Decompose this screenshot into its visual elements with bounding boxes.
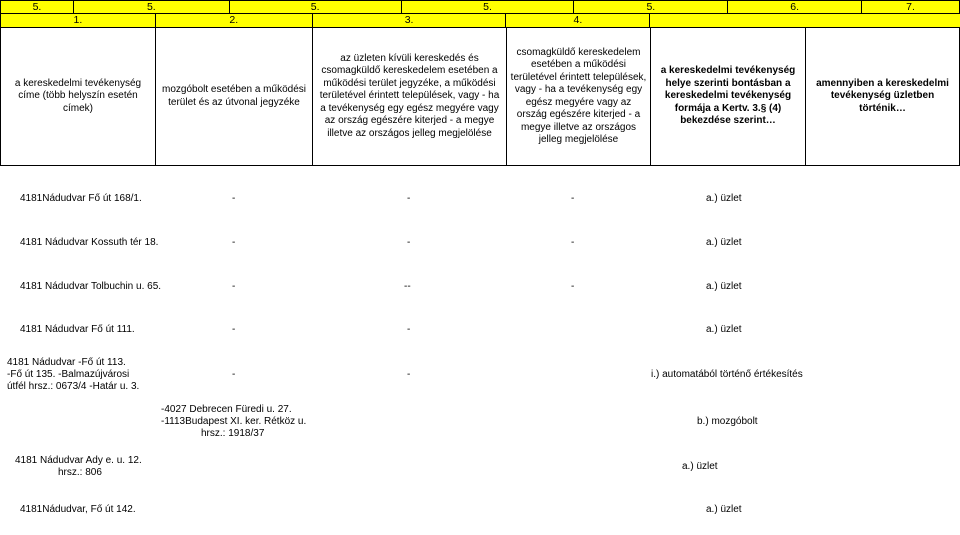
mobile-route-cell: - <box>232 237 236 248</box>
number-cell: 2. <box>156 14 313 28</box>
address-cell: 4181Nádudvar, Fő út 142. <box>20 504 136 515</box>
header-outside-shop-trade-area: az üzleten kívüli kereskedés és csomagküldő kereskedelem esetében a működési terület jegyzéke, a működési területével érintett települések, vagy - ha a tevékenység egy egész megyére vagy az ország egészére kiterjed - a megye illetve az országos jelleg megjelölése <box>313 28 507 166</box>
mobile-route-cell: - <box>232 324 236 335</box>
activity-form-cell: a.) üzlet <box>682 461 718 472</box>
header-mail-order-area: csomagküldő kereskedelem esetében a működési területével érintett települések, vagy - ha a tevékenység egy egész megyére vagy az ország egészére kiterjed - a megye illetve az országos jelleg megjelölése <box>507 28 651 166</box>
activity-form-cell: i.) automatából történő értékesítés <box>651 369 803 380</box>
mobile-route-cell: - <box>232 193 236 204</box>
activity-form-cell: b.) mozgóbolt <box>697 416 758 427</box>
number-cell-empty <box>650 14 960 28</box>
mail-order-cell: - <box>571 237 575 248</box>
address-line: -Fő út 135. -Balmazújvárosi <box>7 369 130 380</box>
outside-trade-cell: - <box>407 193 411 204</box>
activity-form-cell: a.) üzlet <box>706 193 742 204</box>
header-mobile-shop-route: mozgóbolt esetében a működési terület és az útvonal jegyzéke <box>156 28 313 166</box>
address-cell: 4181 Nádudvar Tolbuchin u. 65. <box>20 281 162 292</box>
number-row-2 <box>0 14 960 28</box>
outside-trade-cell: -- <box>404 281 411 292</box>
number-cell: 7. <box>862 1 960 14</box>
activity-form-cell: a.) üzlet <box>706 237 742 248</box>
activity-form-cell: a.) üzlet <box>706 504 742 515</box>
header-if-in-shop: amennyiben a kereskedelmi tevékenység üzletben történik… <box>806 28 960 166</box>
route-line: hrsz.: 1918/37 <box>201 428 265 439</box>
number-cell: 3. <box>313 14 507 28</box>
number-cell: 5. <box>402 1 575 14</box>
mobile-route-cell: - <box>232 369 236 380</box>
activity-form-cell: a.) üzlet <box>706 324 742 335</box>
address-line: hrsz.: 806 <box>58 467 102 478</box>
route-line: -4027 Debrecen Füredi u. 27. <box>161 404 292 415</box>
address-cell: 4181 Nádudvar Kossuth tér 18. <box>20 237 159 248</box>
number-cell: 4. <box>506 14 650 28</box>
number-cell: 6. <box>728 1 862 14</box>
mobile-route-cell: - <box>232 281 236 292</box>
outside-trade-cell: - <box>407 369 411 380</box>
mail-order-cell: - <box>571 193 575 204</box>
outside-trade-cell: - <box>407 237 411 248</box>
number-cell: 5. <box>574 1 728 14</box>
address-cell: 4181 Nádudvar Fő út 111. <box>20 324 135 335</box>
number-row-1-final <box>0 0 960 14</box>
header-activity-form: a kereskedelmi tevékenység helye szerinti bontásban a kereskedelmi tevékenység formája a Kertv. 3.§ (4) bekezdése szerint… <box>651 28 806 166</box>
number-cell: 5. <box>1 1 74 14</box>
address-cell: 4181Nádudvar Fő út 168/1. <box>20 193 142 204</box>
number-cell: 5. <box>230 1 402 14</box>
route-line: -1113Budapest XI. ker. Rétköz u. <box>161 416 307 427</box>
number-cell: 1. <box>1 14 156 28</box>
number-cell: 5. <box>74 1 230 14</box>
activity-form-cell: a.) üzlet <box>706 281 742 292</box>
header-activity-address: a kereskedelmi tevékenység címe (több helyszín esetén címek) <box>0 28 156 166</box>
mail-order-cell: - <box>571 281 575 292</box>
address-line: 4181 Nádudvar -Fő út 113. <box>7 357 126 368</box>
address-line: útfél hrsz.: 0673/4 -Határ u. 3. <box>7 381 140 392</box>
outside-trade-cell: - <box>407 324 411 335</box>
address-line: 4181 Nádudvar Ady e. u. 12. <box>15 455 142 466</box>
